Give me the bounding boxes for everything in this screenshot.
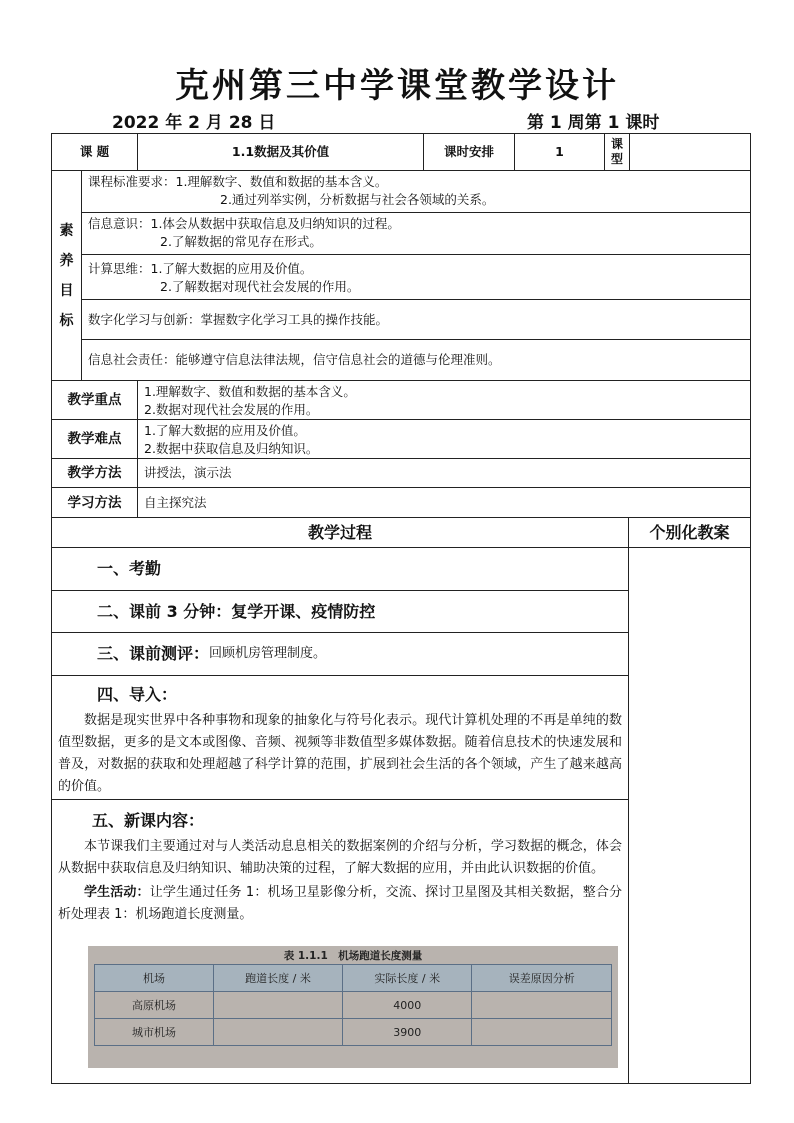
section-title: 一、考勤 [97, 559, 162, 578]
methods-label: 教学方法 [51, 458, 138, 488]
course-value: 1.1数据及其价值 [137, 133, 424, 171]
section-title: 五、新课内容： [92, 811, 205, 830]
key-point-line: 1.理解数字、数值和数据的基本含义。 [144, 384, 356, 399]
side-plan-column [628, 547, 751, 1084]
literacy-row-social-responsibility [81, 339, 751, 381]
table-header-cell: 误差原因分析 [472, 965, 612, 992]
schedule-value: 1 [514, 133, 605, 171]
literacy-line: 2.了解数据对现代社会发展的作用。 [160, 279, 360, 294]
intro-paragraph: 数据是现实世界中各种事物和现象的抽象化与符号化表示。现代计算机处理的不再是单纯的数值型数据，更多的是文本或图像、音频、视频等非数值型多媒体数据。随着信息技术的快速发展和普及，对数据的获取和处理超越了科学计算的范围，扩展到社会生活的各个领域，产生了越来越高的价值。 [58, 713, 622, 794]
difficulties-content [137, 419, 751, 459]
table-cell: 高原机场 [95, 992, 214, 1019]
table-header-cell: 实际长度 / 米 [343, 965, 472, 992]
section-title: 三、课前测评： [97, 644, 210, 663]
section-title: 二、课前 3 分钟：复学开课、疫情防控 [97, 601, 376, 621]
table-cell: 城市机场 [95, 1019, 214, 1046]
learning-label: 学习方法 [51, 487, 138, 518]
type-value [629, 133, 751, 171]
literacy-line: 数字化学习与创新：掌握数字化学习工具的操作技能。 [88, 311, 389, 327]
key-points-content [137, 380, 751, 420]
section-attendance [51, 547, 629, 591]
table-cell: 4000 [343, 992, 472, 1019]
runway-table [94, 964, 612, 1046]
table-header-cell: 机场 [95, 965, 214, 992]
new-content-paragraph: 本节课我们主要通过对与人类活动息息相关的数据案例的介绍与分析，学习数据的概念，体会从数据中获取信息及归纳知识、辅助决策的过程，了解大数据的应用，并由此认识数据的价值。 [58, 839, 622, 876]
table-row [95, 1019, 612, 1046]
literacy-line: 信息意识：1.体会从数据中获取信息及归纳知识的过程。 [88, 216, 400, 231]
table-cell [213, 992, 342, 1019]
methods-value: 讲授法，演示法 [137, 458, 751, 488]
literacy-label-char: 标 [59, 312, 74, 329]
lesson-date: 2022 年 2 月 28 日 [112, 113, 276, 133]
page-title: 克州第三中学课堂教学设计 [175, 66, 619, 106]
section-extra: 回顾机房管理制度。 [209, 646, 327, 661]
key-points-label: 教学重点 [51, 380, 138, 420]
literacy-line: 信息社会责任：能够遵守信息法律法规，信守信息社会的道德与伦理准则。 [88, 352, 501, 367]
runway-table-photo [88, 946, 618, 1068]
literacy-label-char: 目 [59, 282, 74, 299]
table-row [95, 992, 612, 1019]
literacy-line: 2.了解数据的常见存在形式。 [160, 234, 322, 249]
table-header-cell: 跑道长度 / 米 [213, 965, 342, 992]
table-cell [472, 992, 612, 1019]
literacy-line: 2.通过列举实例，分析数据与社会各领域的关系。 [220, 192, 495, 207]
runway-table-caption: 表 1.1.1 机场跑道长度测量 [283, 950, 423, 962]
schedule-label: 课时安排 [423, 133, 515, 171]
table-cell: 3900 [343, 1019, 472, 1046]
literacy-line: 计算思维：1.了解大数据的应用及价值。 [88, 261, 313, 276]
literacy-row-computational-thinking [81, 254, 751, 300]
course-label: 课 题 [51, 133, 138, 171]
difficulty-line: 2.数据中获取信息及归纳知识。 [144, 441, 319, 456]
key-point-line: 2.数据对现代社会发展的作用。 [144, 402, 319, 417]
table-cell [213, 1019, 342, 1046]
section-warmup [51, 590, 629, 633]
literacy-line: 课程标准要求：1.理解数字、数值和数据的基本含义。 [88, 174, 388, 189]
difficulty-line: 1.了解大数据的应用及价值。 [144, 423, 306, 438]
student-activity-text: 让学生通过任务 1：机场卫星影像分析，交流、探讨卫星图及其相关数据，整合分析处理表 1：机场跑道长度测量。 [58, 885, 622, 922]
section-title: 四、导入： [97, 685, 178, 704]
process-header: 教学过程 [51, 517, 629, 548]
literacy-label [51, 170, 82, 381]
literacy-label-char: 养 [59, 252, 74, 269]
student-activity-paragraph [52, 882, 628, 926]
table-cell [472, 1019, 612, 1046]
student-activity-label: 学生活动： [84, 885, 150, 900]
literacy-row-digital-learning [81, 299, 751, 340]
difficulties-label: 教学难点 [51, 419, 138, 459]
literacy-row-info-awareness [81, 212, 751, 255]
section-pretest [51, 632, 629, 676]
table-header-row [95, 965, 612, 992]
learning-value: 自主探究法 [137, 487, 751, 518]
type-label: 课型 [604, 133, 630, 171]
literacy-label-char: 素 [59, 222, 74, 239]
section-intro [51, 675, 629, 800]
lesson-week-period: 第 1 周第 1 课时 [527, 113, 660, 133]
literacy-row-curriculum [81, 170, 751, 213]
side-plan-header: 个别化教案 [628, 517, 751, 548]
